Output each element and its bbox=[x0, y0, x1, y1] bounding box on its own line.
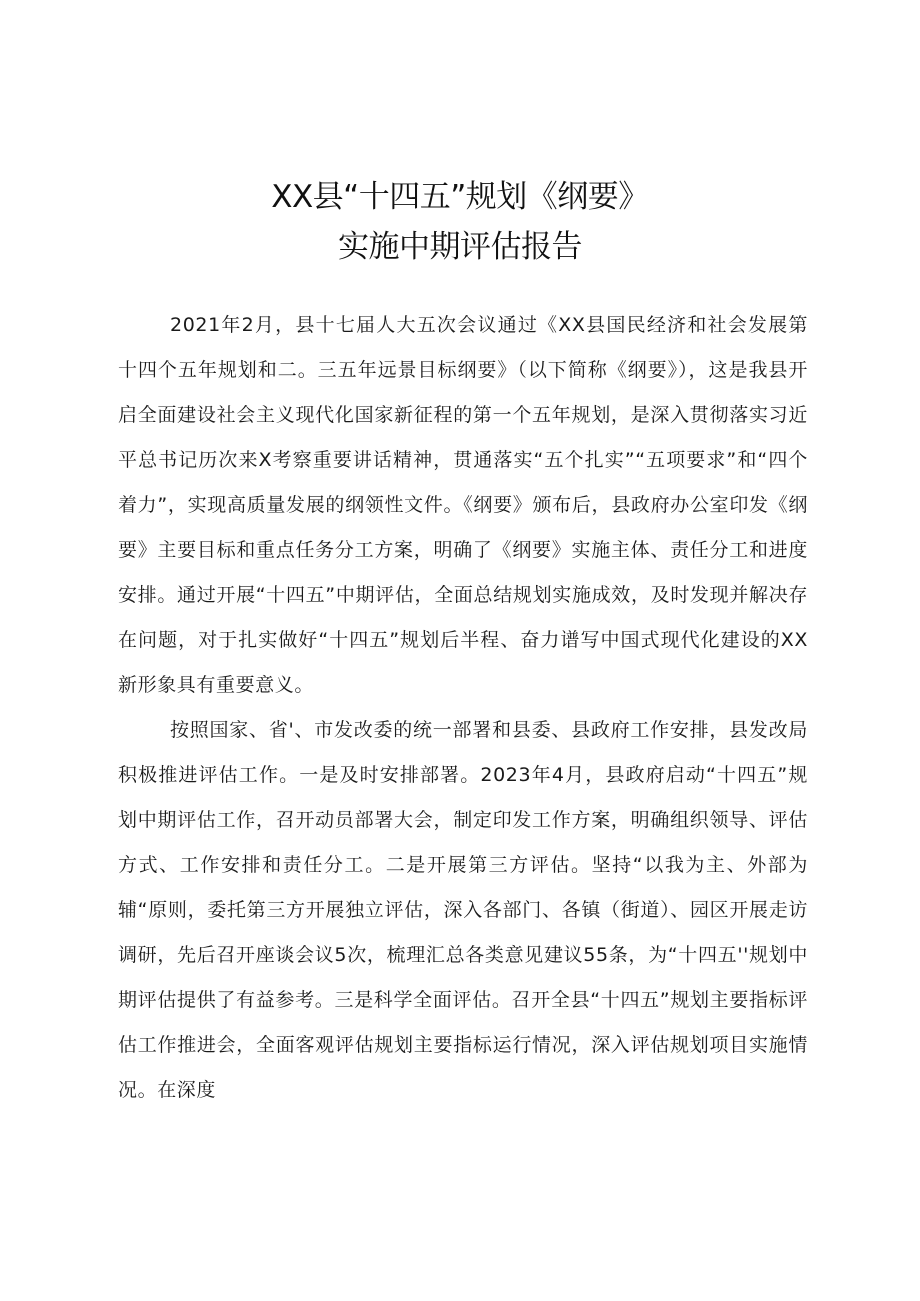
body-paragraph-2: 按照国家、省'、市发改委的统一部署和县委、县政府工作安排，县发改局积极推进评估工作。一是及时安排部署。2023年4月，县政府启动“十四五”规划中期评估工作，召开动员部署大会，制定印发工作方案，明确组织领导、评估方式、工作安排和责任分工。二是开展第三方评估。坚持“以我为主、外部为辅“原则，委托第三方开展独立评估，深入各部门、各镇（街道）、园区开展走访调研，先后召开座谈会议5次，梳理汇总各类意见建议55条，为“十四五''规划中期评估提供了有益参考。三是科学全面评估。召开全县“十四五”规划主要指标评估工作推进会，全面客观评估规划主要指标运行情况，深入评估规划项目实施情况。在深度 bbox=[118, 719, 808, 1101]
document-body bbox=[118, 303, 808, 1113]
title-line-2: 实施中期评估报告 bbox=[338, 229, 582, 265]
title-line-1: XX县“十四五”规划《纲要》 bbox=[271, 179, 649, 215]
document-title bbox=[0, 172, 920, 272]
body-paragraph-1: 2021年2月，县十七届人大五次会议通过《XX县国民经济和社会发展第十四个五年规划和二。三五年远景目标纲要》（以下简称《纲要》），这是我县开启全面建设社会主义现代化国家新征程的第一个五年规划，是深入贯彻落实习近平总书记历次来X考察重要讲话精神，贯通落实“五个扎实”“五项要求”和“四个着力”，实现高质量发展的纲领性文件。《纲要》颁布后，县政府办公室印发《纲要》主要目标和重点任务分工方案，明确了《纲要》实施主体、责任分工和进度安排。通过开展“十四五”中期评估，全面总结规划实施成效，及时发现并解决存在问题，对于扎实做好“十四五”规划后半程、奋力谱写中国式现代化建设的XX新形象具有重要意义。 bbox=[118, 314, 808, 696]
